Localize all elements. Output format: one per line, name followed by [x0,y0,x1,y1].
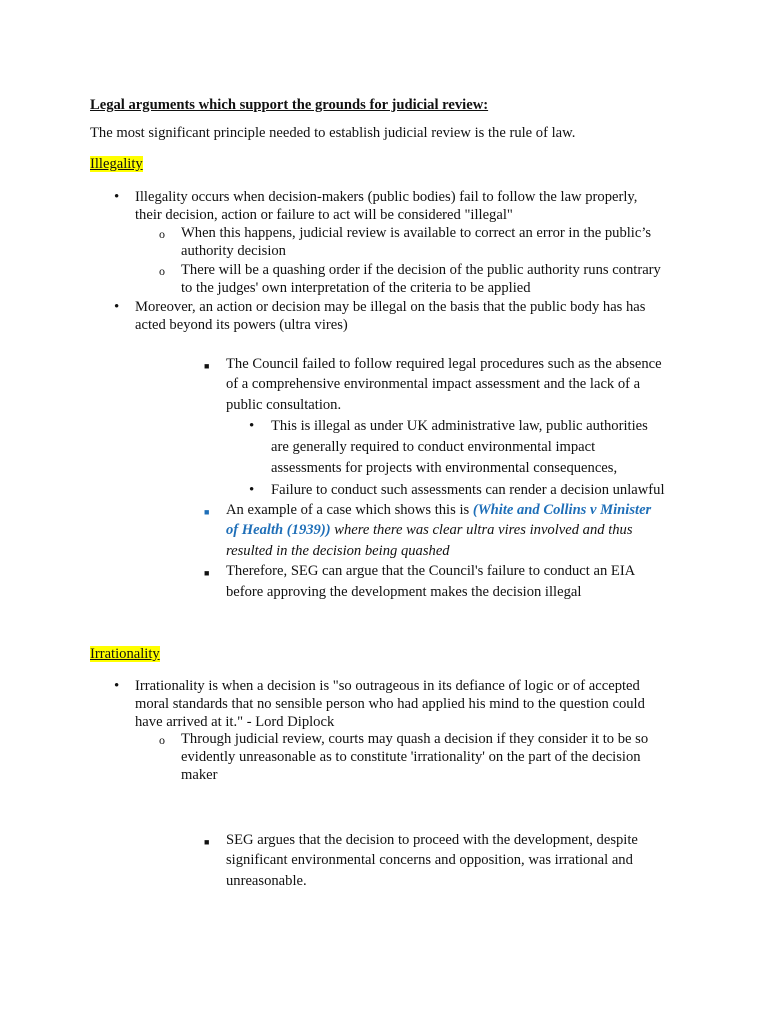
list-item-text: public consultation. [226,397,342,413]
bullet-circle-icon: o [159,227,165,241]
list-item-text: The Council failed to follow required legal procedures such as the absence [226,356,662,372]
list-item-text: Illegality occurs when decision-makers (public bodies) fail to follow the law properly, [135,189,638,205]
bullet-disc-icon: • [249,418,255,434]
list-item-text: to the judges' own interpretation of the criteria to be applied [181,280,531,296]
list-item-text: Irrationality is when a decision is "so outrageous in its defiance of logic or of accepted [135,678,640,694]
bullet-square-icon: ■ [204,568,210,578]
bullet-disc-icon: • [114,189,120,205]
bullet-circle-icon: o [159,264,165,278]
list-item-text: unreasonable. [226,873,307,889]
bullet-disc-icon: • [249,482,255,498]
case-example-line: of Health (1939)) where there was clear ultra vires involved and thus [226,522,633,538]
list-item-text: Moreover, an action or decision may be illegal on the basis that the public body has has [135,299,646,315]
list-item-text: their decision, action or failure to act will be considered "illegal" [135,207,513,223]
list-item-text: significant environmental concerns and opposition, was irrational and [226,852,633,868]
bullet-square-icon: ■ [204,837,210,847]
list-item-text: This is illegal as under UK administrative law, public authorities [271,418,648,434]
section-heading-illegality: Illegality [90,156,143,172]
bullet-square-icon: ■ [204,507,210,517]
list-item-text: evidently unreasonable as to constitute 'irrationality' on the part of the decision [181,749,641,765]
list-item-text: assessments for projects with environmental consequences, [271,460,618,476]
list-item-text: before approving the development makes the decision illegal [226,584,582,600]
bullet-disc-icon: • [114,299,120,315]
list-item-text: of a comprehensive environmental impact assessment and the lack of a [226,376,641,392]
list-item-text: moral standards that no sensible person who had applied his mind to the question could [135,696,645,712]
list-item-text: authority decision [181,243,286,259]
list-item-text: are generally required to conduct environmental impact [271,439,596,455]
bullet-square-icon: ■ [204,361,210,371]
list-item-text: have arrived at it." - Lord Diplock [135,714,335,730]
list-item-text: When this happens, judicial review is available to correct an error in the public’s [181,225,652,241]
list-item-text: Failure to conduct such assessments can render a decision unlawful [271,482,665,498]
section-heading-irrationality: Irrationality [90,646,160,662]
list-item-text: acted beyond its powers (ultra vires) [135,317,348,333]
intro-paragraph: The most significant principle needed to establish judicial review is the rule of law. [90,125,576,141]
case-example-line: resulted in the decision being quashed [226,543,450,559]
list-item-text: Through judicial review, courts may quash a decision if they consider it to be so [181,731,649,747]
list-item-text: There will be a quashing order if the decision of the public authority runs contrary [181,262,661,278]
bullet-circle-icon: o [159,733,165,747]
list-item-text: maker [181,767,218,783]
case-example-line: An example of a case which shows this is (White and Collins v Minister [226,502,652,518]
list-item-text: Therefore, SEG can argue that the Council's failure to conduct an EIA [226,563,636,579]
list-item-text: SEG argues that the decision to proceed with the development, despite [226,832,638,848]
bullet-disc-icon: • [114,678,120,694]
document-title: Legal arguments which support the grounds for judicial review: [90,97,489,113]
